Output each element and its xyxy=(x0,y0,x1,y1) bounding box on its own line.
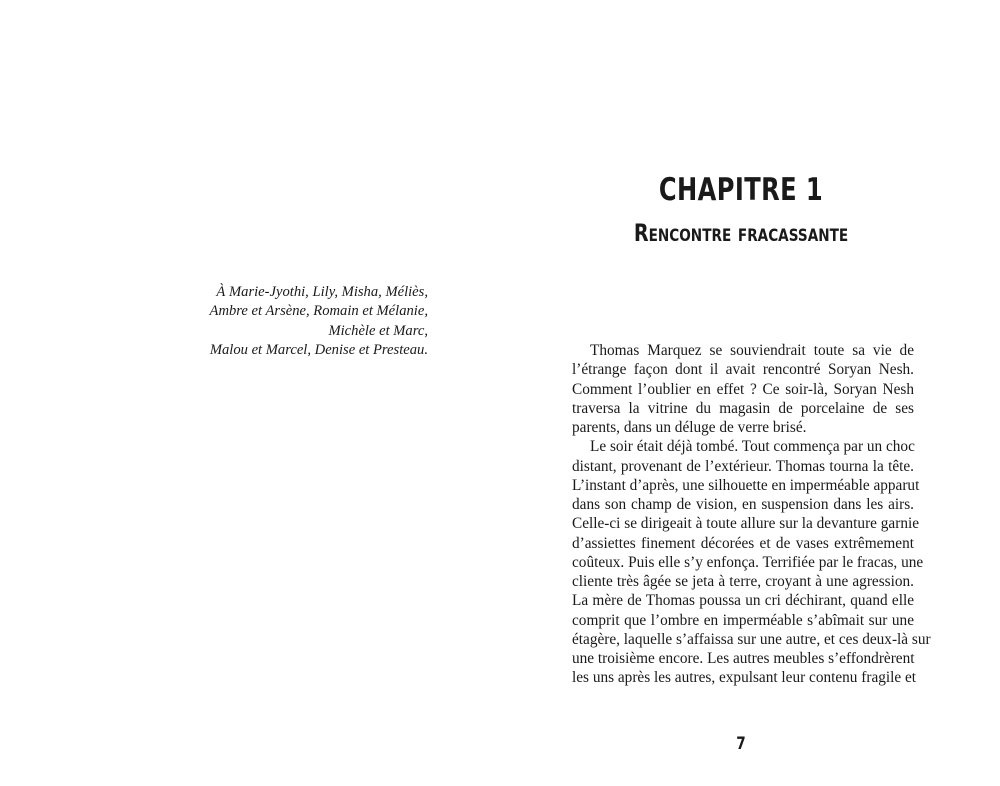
dedication-line: Malou et Marcel, Denise et Presteau. xyxy=(209,342,428,359)
text-line: Comment l’oublier en effet ? Ce soir-là, Soryan Nesh xyxy=(572,380,914,398)
text-line: l’étrange façon dont il avait rencontré Soryan Nesh. xyxy=(572,361,914,379)
text-line: La mère de Thomas poussa un cri déchirant, quand elle xyxy=(572,592,914,610)
text-line: les uns après les autres, expulsant leur contenu fragile et xyxy=(572,669,917,687)
text-line: une troisième encore. Les autres meubles s’effondrèrent xyxy=(572,650,915,667)
text-line: cliente très âgée se jeta à terre, croyant à une agression. xyxy=(572,573,914,590)
text-line: coûteux. Puis elle s’y enfonça. Terrifiée par le fracas, une xyxy=(572,553,924,571)
dedication-line: Ambre et Arsène, Romain et Mélanie, xyxy=(209,303,428,320)
text-line: Celle-ci se dirigeait à toute allure sur la devanture garnie xyxy=(572,515,920,533)
text-line: parents, dans un déluge de verre brisé. xyxy=(572,419,807,436)
text-line: comprit que l’ombre en imperméable s’abîmait sur une xyxy=(572,611,914,629)
text-line: distant, provenant de l’extérieur. Thomas tourna la tête. xyxy=(572,457,914,475)
text-line: étagère, laquelle s’affaissa sur une autre, et ces deux-là sur xyxy=(572,630,931,648)
chapter-title: Rencontre fracassante xyxy=(633,219,849,247)
text-line: L’instant d’après, une silhouette en imperméable apparut xyxy=(572,476,920,494)
page-number: 7 xyxy=(736,734,746,754)
text-line: Le soir était déjà tombé. Tout commença par un choc xyxy=(590,438,915,456)
dedication-line: À Marie-Jyothi, Lily, Misha, Méliès, xyxy=(216,284,428,300)
right-page xyxy=(500,0,1000,786)
dedication xyxy=(128,283,428,361)
chapter-body xyxy=(572,341,931,688)
dedication-line: Michèle et Marc, xyxy=(328,322,428,339)
text-line: dans son champ de vision, en suspension dans les airs. xyxy=(572,496,914,513)
text-line: traversa la vitrine du magasin de porcelaine de ses xyxy=(572,399,914,417)
chapter-number: CHAPITRE 1 xyxy=(658,172,824,208)
text-line: Thomas Marquez se souviendrait toute sa vie de xyxy=(590,342,914,359)
text-line: d’assiettes finement décorées et de vases extrêmement xyxy=(572,534,914,552)
